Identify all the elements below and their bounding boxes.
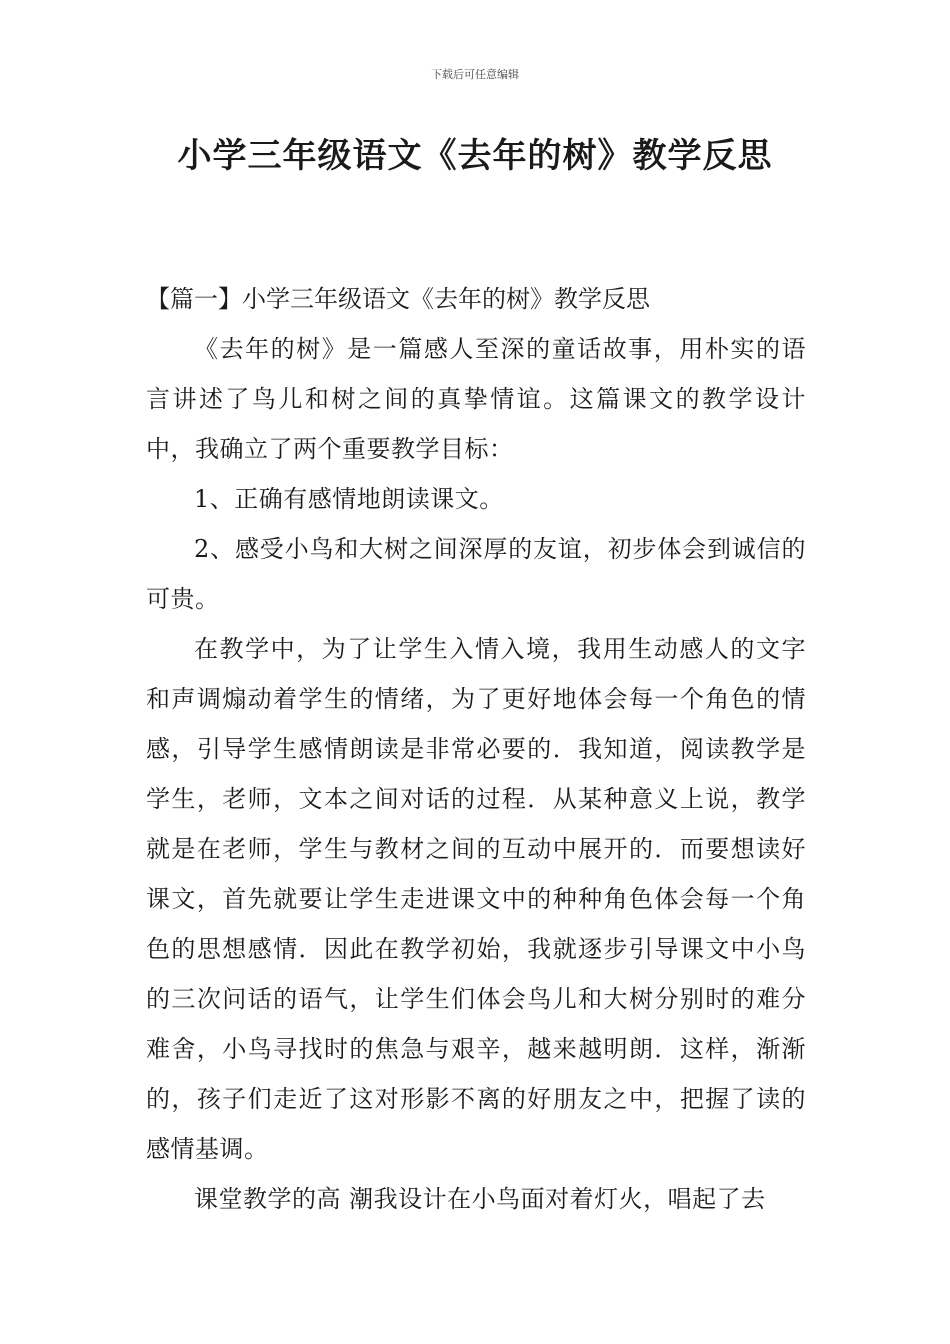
paragraph-goal-1: 1、正确有感情地朗读课文。: [194, 485, 504, 513]
paragraph-teaching-process: 在教学中，为了让学生入情入境，我用生动感人的文字和声调煽动着学生的情绪，为了更好地体会每一个角色的情感，引导学生感情朗读是非常必要的．我知道，阅读教学是学生，老师，文本之间对话的过程．从某种意义上说，教学就是在老师，学生与教材之间的互动中展开的．而要想读好课文，首先就要让学生走进课文中的种种角色体会每一个角色的思想感情．因此在教学初始，我就逐步引导课文中小鸟的三次问话的语气，让学生们体会鸟儿和大树分别时的难分难舍，小鸟寻找时的焦急与艰辛，越来越明朗．这样，渐渐的，孩子们走近了这对形影不离的好朋友之中，把握了读的感情基调。: [146, 635, 806, 1163]
page-header-note: 下载后可任意编辑: [431, 68, 519, 81]
paragraph-goal-2: 2、感受小鸟和大树之间深厚的友谊，初步体会到诚信的可贵。: [146, 535, 806, 613]
paragraph-climax: 课堂教学的高 潮我设计在小鸟面对着灯火，唱起了去: [194, 1185, 766, 1213]
section-heading: 【篇一】小学三年级语文《去年的树》教学反思: [146, 285, 650, 313]
paragraph-intro: 《去年的树》是一篇感人至深的童话故事，用朴实的语言讲述了鸟儿和树之间的真挚情谊。这篇课文的教学设计中，我确立了两个重要教学目标：: [146, 335, 806, 463]
document-body: [146, 280, 806, 1224]
document-title: 小学三年级语文《去年的树》教学反思: [177, 136, 773, 176]
